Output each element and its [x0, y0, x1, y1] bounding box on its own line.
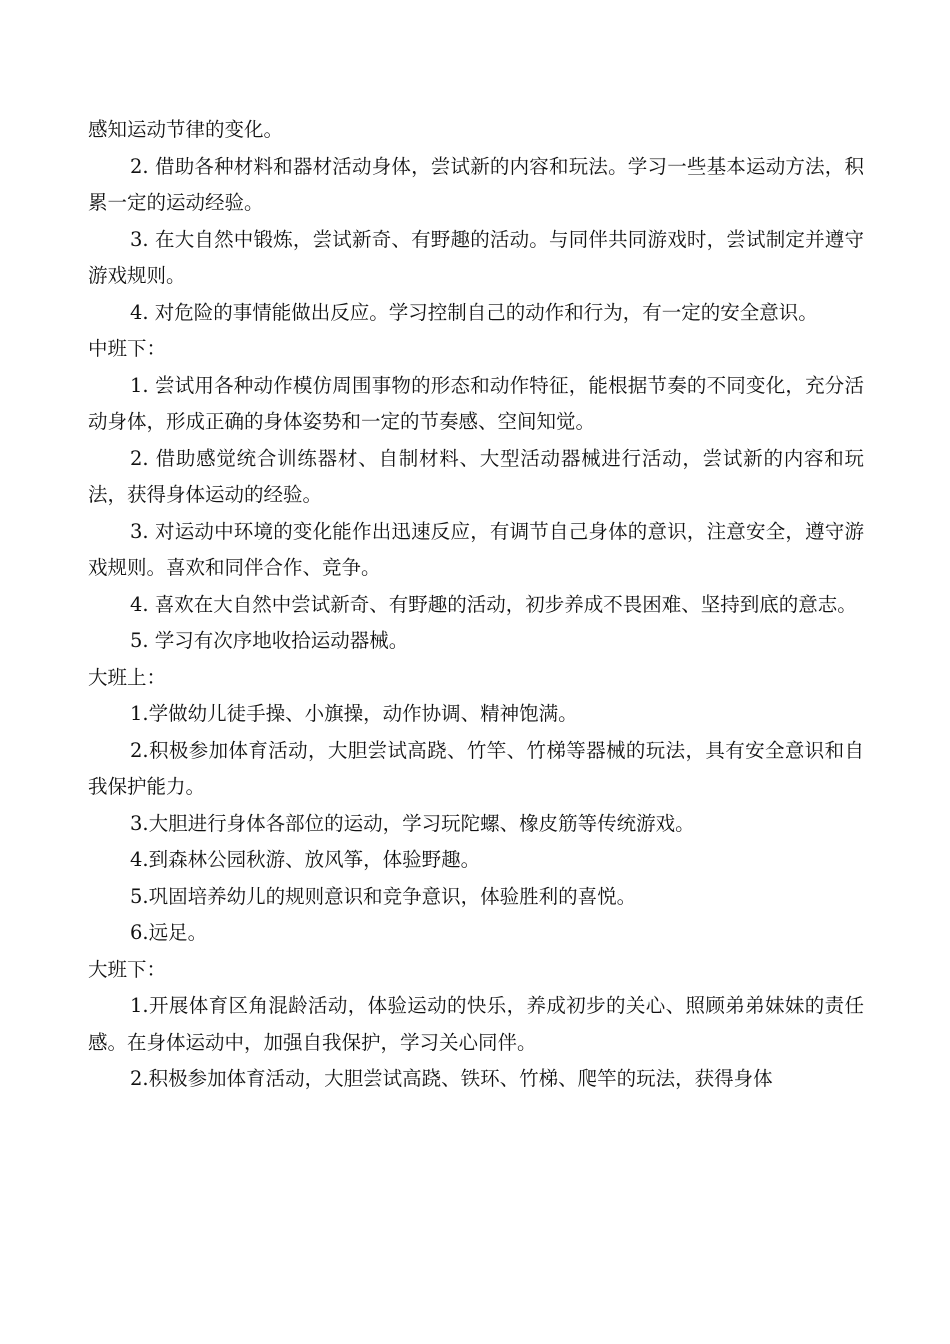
list-item: 2.积极参加体育活动，大胆尝试高跷、竹竿、竹梯等器械的玩法，具有安全意识和自我保护能力。: [88, 738, 864, 798]
section-heading-daban-shang: 大班上：: [88, 665, 167, 689]
section-heading-daban-xia: 大班下：: [88, 957, 167, 981]
list-item: 6.远足。: [130, 921, 208, 944]
list-item: 5. 学习有次序地收拾运动器械。: [130, 629, 409, 652]
list-item: 5.巩固培养幼儿的规则意识和竞争意识，体验胜利的喜悦。: [130, 884, 637, 908]
list-item: 3. 在大自然中锻炼，尝试新奇、有野趣的活动。与同伴共同游戏时，尝试制定并遵守游戏规则。: [88, 227, 864, 287]
list-item: 3. 对运动中环境的变化能作出迅速反应，有调节自己身体的意识，注意安全，遵守游戏规则。喜欢和同伴合作、竞争。: [88, 519, 864, 579]
section-heading-zhongban-xia: 中班下：: [88, 337, 167, 360]
list-item: 1.开展体育区角混龄活动，体验运动的快乐，养成初步的关心、照顾弟弟妹妹的责任感。在身体运动中，加强自我保护，学习关心同伴。: [88, 994, 864, 1054]
list-item: 2.积极参加体育活动，大胆尝试高跷、铁环、竹梯、爬竿的玩法，获得身体: [130, 1067, 773, 1090]
list-item: 2. 借助各种材料和器材活动身体，尝试新的内容和玩法。学习一些基本运动方法，积累一定的运动经验。: [88, 154, 864, 214]
document-body: [88, 112, 864, 1098]
list-item: 3.大胆进行身体各部位的运动，学习玩陀螺、橡皮筋等传统游戏。: [130, 811, 695, 835]
list-item: 1.学做幼儿徒手操、小旗操，动作协调、精神饱满。: [130, 702, 578, 725]
list-item: 2. 借助感觉统合训练器材、自制材料、大型活动器械进行活动，尝试新的内容和玩法，获得身体运动的经验。: [88, 446, 864, 506]
list-item: 4. 喜欢在大自然中尝试新奇、有野趣的活动，初步养成不畏困难、坚持到底的意志。: [130, 592, 857, 616]
list-item: 4. 对危险的事情能做出反应。学习控制自己的动作和行为，有一定的安全意识。: [130, 300, 818, 324]
list-item: 1. 尝试用各种动作模仿周围事物的形态和动作特征，能根据节奏的不同变化，充分活动身体，形成正确的身体姿势和一定的节奏感、空间知觉。: [88, 373, 864, 433]
list-item: 4.到森林公园秋游、放风筝，体验野趣。: [130, 848, 481, 871]
paragraph-continuation: 感知运动节律的变化。: [88, 118, 284, 141]
